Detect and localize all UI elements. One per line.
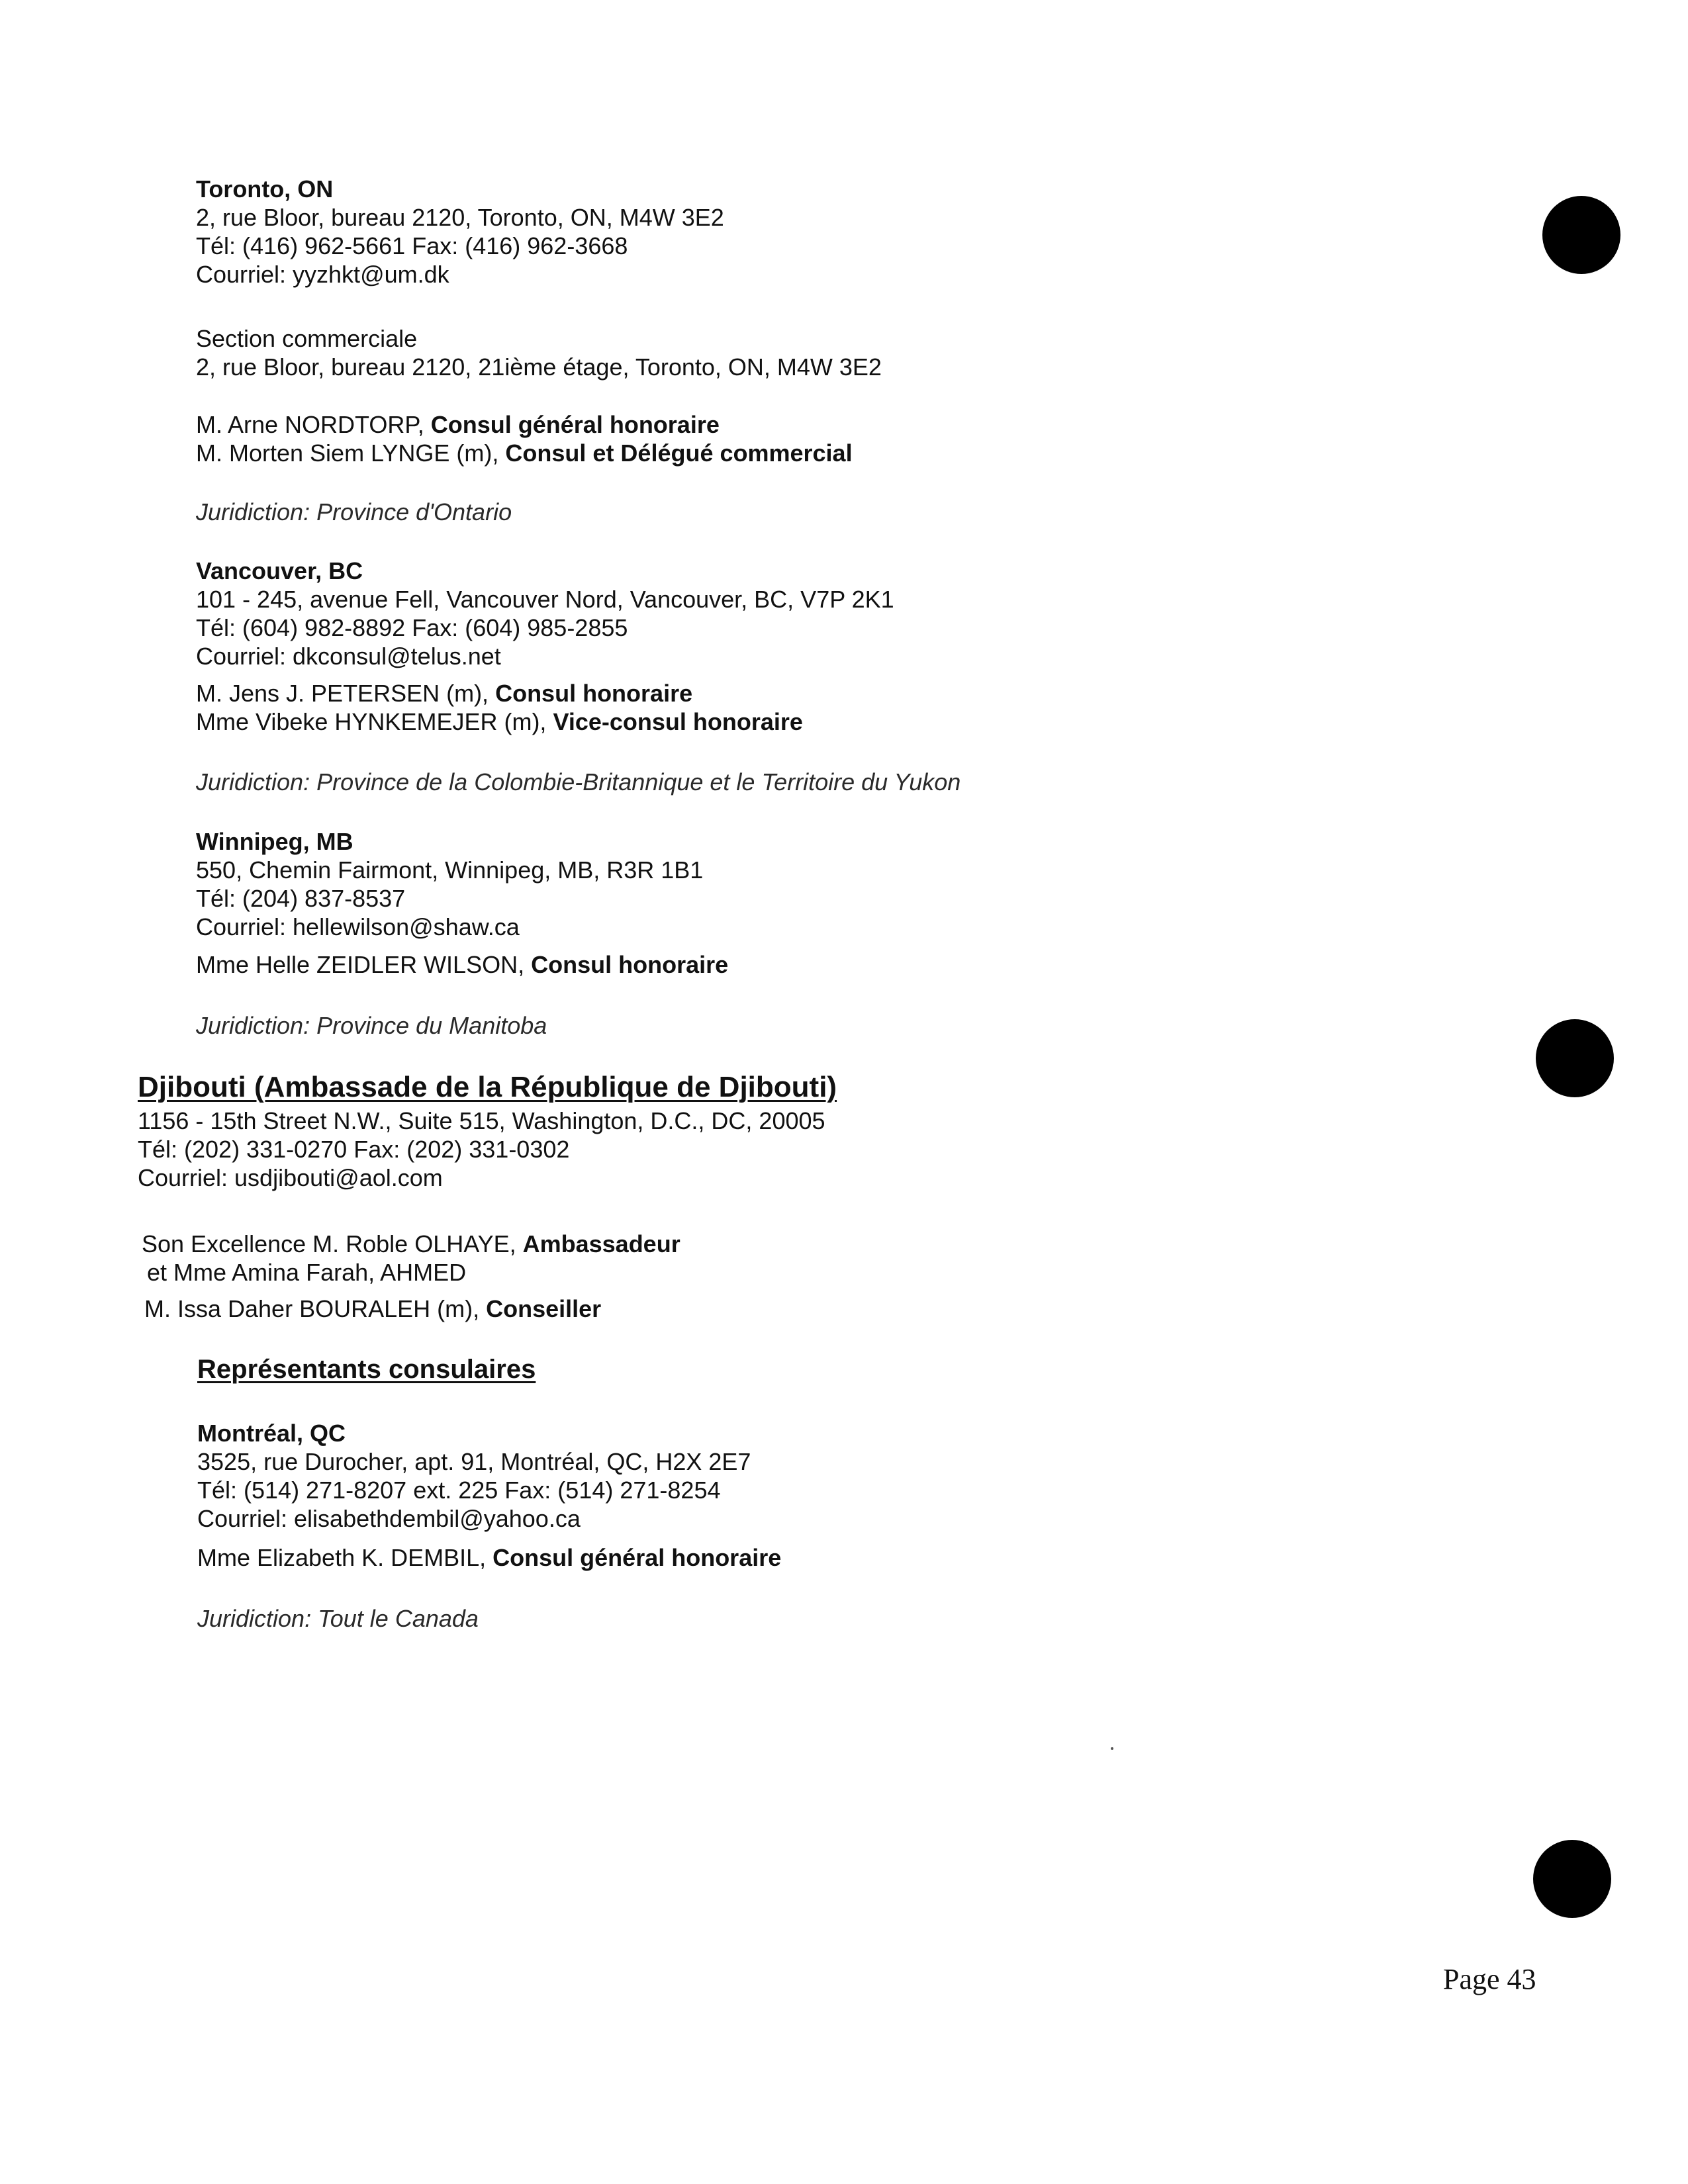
winnipeg-people	[196, 950, 728, 979]
punch-hole	[1533, 1840, 1611, 1918]
person-name: M. Arne NORDTORP,	[196, 411, 424, 438]
winnipeg-phone: Tél: (204) 837-8537	[196, 885, 406, 912]
toronto-city: Toronto, ON	[196, 175, 334, 203]
person-line	[196, 439, 853, 467]
vancouver-email: Courriel: dkconsul@telus.net	[196, 643, 501, 670]
montreal-address: 3525, rue Durocher, apt. 91, Montréal, QC, H2X 2E7	[197, 1448, 751, 1475]
person-title: Vice-consul honoraire	[553, 708, 803, 735]
vancouver-phone: Tél: (604) 982-8892 Fax: (604) 985-2855	[196, 614, 628, 641]
page-number: Page 43	[1443, 1963, 1536, 1995]
winnipeg-address: 550, Chemin Fairmont, Winnipeg, MB, R3R 1B1	[196, 856, 704, 884]
toronto-people	[196, 410, 853, 467]
winnipeg-email: Courriel: hellewilson@shaw.ca	[196, 913, 520, 940]
person-title: Consul honoraire	[495, 680, 693, 707]
person-name: Mme Elizabeth K. DEMBIL,	[197, 1544, 487, 1571]
vancouver-people	[196, 679, 803, 736]
ambassador-name: Son Excellence M. Roble OLHAYE,	[142, 1230, 516, 1257]
section-address: 2, rue Bloor, bureau 2120, 21ième étage, Toronto, ON, M4W 3E2	[196, 353, 882, 381]
vancouver-address: 101 - 245, avenue Fell, Vancouver Nord, Vancouver, BC, V7P 2K1	[196, 586, 894, 613]
djibouti-address: 1156 - 15th Street N.W., Suite 515, Washington, D.C., DC, 20005	[138, 1107, 825, 1134]
person-title: Consul et Délégué commercial	[505, 439, 853, 467]
person-line	[196, 679, 803, 707]
djibouti-counsellor	[144, 1295, 601, 1323]
punch-hole	[1536, 1019, 1614, 1097]
person-line	[196, 707, 803, 736]
counsellor-name: M. Issa Daher BOURALEH (m),	[144, 1295, 480, 1322]
person-title: Consul général honoraire	[430, 411, 720, 438]
winnipeg-jurisdiction: Juridiction: Province du Manitoba	[196, 1012, 547, 1039]
toronto-address: 2, rue Bloor, bureau 2120, Toronto, ON, M4W 3E2	[196, 204, 724, 231]
person-name: Mme Vibeke HYNKEMEJER (m),	[196, 708, 547, 735]
montreal-jurisdiction: Juridiction: Tout le Canada	[197, 1605, 479, 1632]
djibouti-email: Courriel: usdjibouti@aol.com	[138, 1164, 443, 1191]
person-title: Consul honoraire	[531, 951, 729, 978]
ambassador-title: Ambassadeur	[522, 1230, 680, 1257]
person-line	[196, 410, 853, 439]
person-title: Consul général honoraire	[492, 1544, 782, 1571]
montreal-email: Courriel: elisabethdembil@yahoo.ca	[197, 1505, 581, 1532]
vancouver-city: Vancouver, BC	[196, 557, 363, 584]
vancouver-block	[196, 557, 894, 670]
section-title: Section commerciale	[196, 325, 418, 352]
winnipeg-block	[196, 827, 703, 941]
toronto-email: Courriel: yyzhkt@um.dk	[196, 261, 449, 288]
montreal-block	[197, 1419, 751, 1533]
winnipeg-city: Winnipeg, MB	[196, 828, 353, 855]
country-heading: Djibouti (Ambassade de la République de Djibouti)	[138, 1071, 837, 1103]
counsellor-title: Conseiller	[486, 1295, 602, 1322]
toronto-jurisdiction: Juridiction: Province d'Ontario	[196, 498, 512, 525]
toronto-block	[196, 175, 724, 289]
montreal-phone: Tél: (514) 271-8207 ext. 225 Fax: (514) 271-8254	[197, 1477, 721, 1504]
montreal-city: Montréal, QC	[197, 1420, 346, 1447]
djibouti-ambassador	[142, 1230, 680, 1287]
person-line	[196, 950, 728, 979]
punch-hole	[1542, 196, 1620, 274]
djibouti-phone: Tél: (202) 331-0270 Fax: (202) 331-0302	[138, 1136, 570, 1163]
person-name: M. Morten Siem LYNGE (m),	[196, 439, 499, 467]
montreal-person	[197, 1543, 781, 1572]
person-name: Mme Helle ZEIDLER WILSON,	[196, 951, 525, 978]
counsellor-line	[144, 1295, 601, 1323]
vancouver-jurisdiction: Juridiction: Province de la Colombie-Britannique et le Territoire du Yukon	[196, 768, 961, 796]
spouse-line: et Mme Amina Farah, AHMED	[147, 1259, 467, 1286]
consular-heading: Représentants consulaires	[197, 1355, 536, 1384]
scan-speck	[1111, 1747, 1113, 1750]
person-line	[197, 1543, 781, 1572]
person-name: M. Jens J. PETERSEN (m),	[196, 680, 489, 707]
toronto-phone: Tél: (416) 962-5661 Fax: (416) 962-3668	[196, 232, 628, 259]
ambassador-line	[142, 1230, 680, 1258]
toronto-commercial-section	[196, 324, 882, 381]
djibouti-contact	[138, 1107, 825, 1192]
